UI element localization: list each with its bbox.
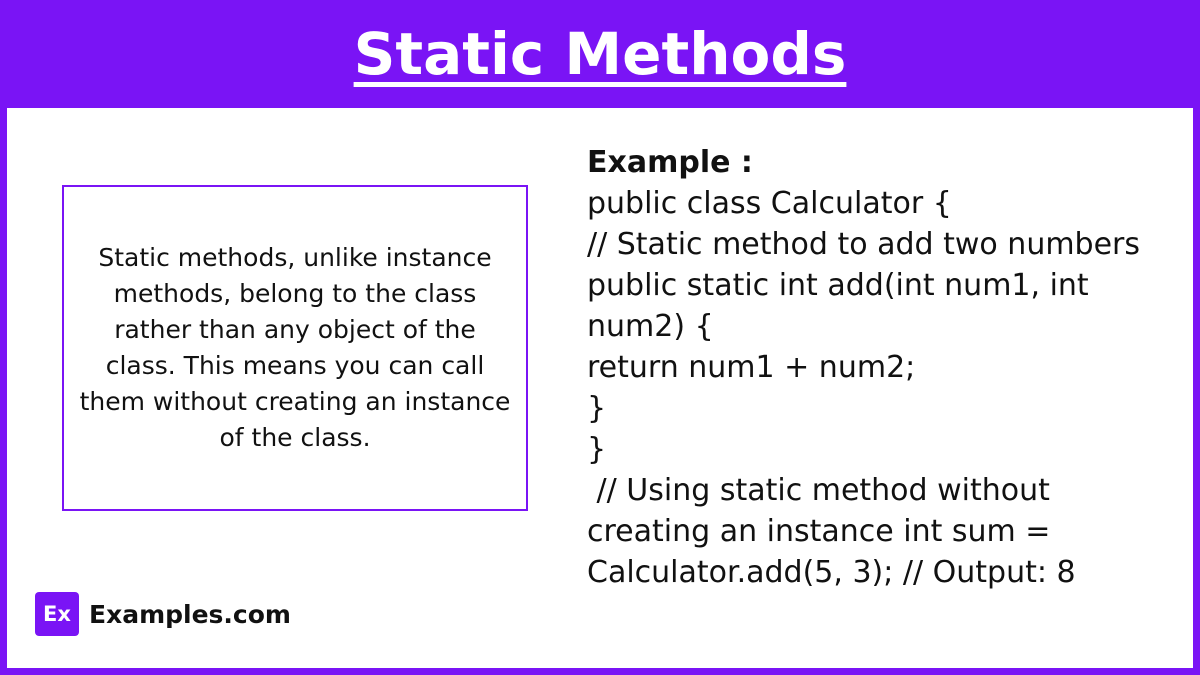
code-line: public class Calculator { <box>587 186 952 221</box>
code-line: } <box>587 432 607 467</box>
content-panel <box>7 108 1193 668</box>
code-line: } <box>587 391 607 426</box>
brand-logo <box>35 592 291 636</box>
example-section <box>587 142 1177 593</box>
definition-box <box>62 185 528 511</box>
header-bar <box>0 0 1200 108</box>
page-title: Static Methods <box>353 20 847 88</box>
code-line: public static int add(int num1, int num2) { <box>587 268 1099 344</box>
code-line: // Static method to add two numbers <box>587 227 1141 262</box>
code-line: // Using static method without creating an instance int sum = Calculator.add(5, 3); // Output: 8 <box>587 473 1076 590</box>
example-heading: Example : <box>587 145 753 180</box>
logo-badge-icon: Ex <box>35 592 79 636</box>
brand-name: Examples.com <box>89 599 291 629</box>
code-line: return num1 + num2; <box>587 350 916 385</box>
definition-text: Static methods, unlike instance methods, belong to the class rather than any object of the class. This means you can call them without creating an instance of the class. <box>79 243 511 452</box>
